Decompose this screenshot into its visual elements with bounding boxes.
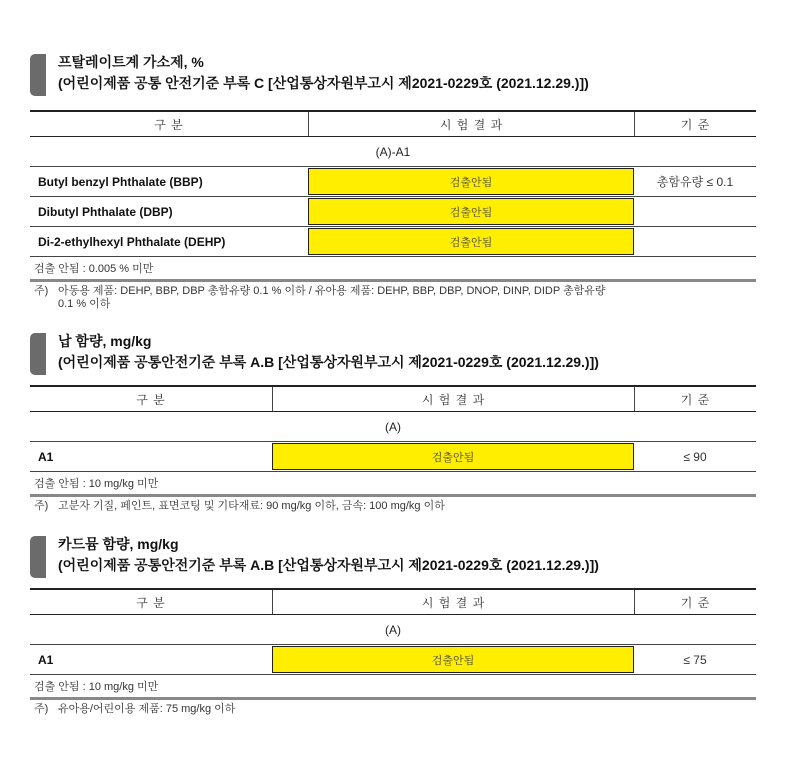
header-category: 구 분	[154, 117, 184, 132]
section-title: 납 함량, mg/kg	[58, 333, 152, 349]
table-row	[30, 167, 756, 197]
section-title: 프탈레이트계 가소제, %	[58, 54, 204, 70]
row-criteria	[634, 197, 756, 226]
footnote	[30, 703, 756, 716]
row-criteria: ≤ 90	[683, 449, 707, 464]
results-table	[30, 110, 756, 311]
row-result: 검출안됨	[308, 228, 634, 255]
section-title: 카드뮴 함량, mg/kg	[58, 536, 179, 552]
header-category: 구 분	[136, 595, 166, 610]
group-label: (A)	[385, 419, 401, 434]
section-marker-bar	[30, 54, 46, 96]
row-name: Di-2-ethylhexyl Phthalate (DEHP)	[38, 234, 226, 249]
header-criteria: 기 준	[634, 387, 756, 411]
footnote-text: 고분자 기질, 페인트, 표면코팅 및 기타재료: 90 mg/kg 이하, 금속: 100 mg/kg 이하	[58, 500, 445, 512]
table-group-row	[30, 412, 756, 442]
footnote	[30, 285, 756, 311]
table-row	[30, 227, 756, 257]
section-header	[30, 331, 756, 377]
table-row	[30, 442, 756, 472]
row-name: Butyl benzyl Phthalate (BBP)	[38, 174, 203, 189]
detection-limit-note: 검출 안됨 : 0.005 % 미만	[30, 257, 756, 282]
header-criteria: 기 준	[634, 590, 756, 614]
detection-limit-note: 검출 안됨 : 10 mg/kg 미만	[30, 472, 756, 497]
row-name: Dibutyl Phthalate (DBP)	[38, 204, 173, 219]
row-result: 검출안됨	[272, 646, 634, 673]
table-row	[30, 645, 756, 675]
group-label: (A)-A1	[375, 144, 411, 159]
row-criteria: ≤ 75	[683, 652, 707, 667]
section-cadmium	[30, 534, 756, 716]
footnote	[30, 500, 756, 513]
detection-limit-note: 검출 안됨 : 10 mg/kg 미만	[30, 675, 756, 700]
table-group-row	[30, 615, 756, 645]
footnote-text: 유아용/어린이용 제품: 75 mg/kg 이하	[58, 703, 236, 715]
header-result: 시 험 결 과	[308, 112, 634, 136]
section-subtitle: (어린이제품 공통안전기준 부록 A.B [산업통상자원부고시 제2021-0229호 (2021.12.29.)])	[58, 557, 599, 573]
footnote-text: 아동용 제품: DEHP, BBP, DBP 총함유량 0.1 % 이하 / 유아용 제품: DEHP, BBP, DBP, DNOP, DINP, DIDP 총함유량	[58, 285, 606, 297]
results-table	[30, 385, 756, 513]
table-header-row	[30, 110, 756, 137]
group-label: (A)	[385, 622, 401, 637]
section-header	[30, 52, 756, 98]
row-result: 검출안됨	[272, 443, 634, 470]
row-result: 검출안됨	[308, 198, 634, 225]
section-header	[30, 534, 756, 580]
section-lead	[30, 331, 756, 513]
header-result: 시 험 결 과	[272, 387, 634, 411]
table-header-row	[30, 385, 756, 412]
row-result: 검출안됨	[308, 168, 634, 195]
results-table	[30, 588, 756, 716]
section-marker-bar	[30, 333, 46, 375]
row-name: A1	[38, 449, 54, 464]
section-phthalates	[30, 52, 756, 311]
header-criteria: 기 준	[634, 112, 756, 136]
row-criteria	[634, 227, 756, 256]
table-header-row	[30, 588, 756, 615]
table-row	[30, 197, 756, 227]
footnote-text-continued: 0.1 % 이하	[58, 298, 111, 310]
footnote-mark: 주)	[34, 285, 49, 297]
header-category: 구 분	[136, 392, 166, 407]
footnote-mark: 주)	[34, 703, 49, 715]
footnote-mark: 주)	[34, 500, 49, 512]
row-name: A1	[38, 652, 54, 667]
section-subtitle: (어린이제품 공통 안전기준 부록 C [산업통상자원부고시 제2021-0229호 (2021.12.29.)])	[58, 75, 589, 91]
section-subtitle: (어린이제품 공통안전기준 부록 A.B [산업통상자원부고시 제2021-0229호 (2021.12.29.)])	[58, 354, 599, 370]
table-group-row	[30, 137, 756, 167]
section-marker-bar	[30, 536, 46, 578]
row-criteria: 총함유량 ≤ 0.1	[656, 175, 734, 189]
header-result: 시 험 결 과	[272, 590, 634, 614]
